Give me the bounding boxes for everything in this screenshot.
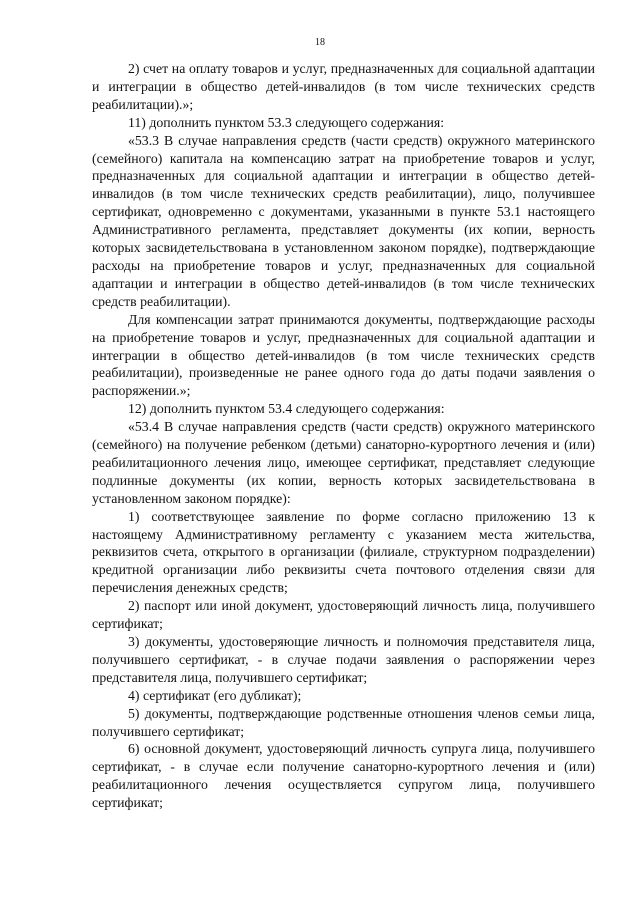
list-item-5-family-relations: 5) документы, подтверждающие родственные отношения членов семьи лица, получившего сертификат; [92, 705, 595, 739]
document-body [92, 60, 595, 812]
list-item-3-representative-documents: 3) документы, удостоверяющие личность и полномочия представителя лица, получившего сертификат, - в случае подачи заявления о распоряжении через представителя лица, получившего сертификат; [92, 634, 595, 685]
paragraph-item-2-invoice: 2) счет на оплату товаров и услуг, предназначенных для социальной адаптации и интеграции в общество детей-инвалидов (в том числе технических средств реабилитации).»; [92, 61, 595, 112]
paragraph-compensation-documents: Для компенсации затрат принимаются документы, подтверждающие расходы на приобретение товаров и услуг, предназначенных для социальной адаптации и интеграции в общество детей-инвалидов (в том числе технических средств реабилитации), произведенные не ранее одного года до даты подачи заявления о распоряжении.»; [92, 311, 595, 399]
list-item-6-spouse-identity: 6) основной документ, удостоверяющий личность супруга лица, получившего сертификат, - в случае если получение санаторно-курортного лечения и (или) реабилитационного лечения осуществляется супругом лица, получившего сертификат; [92, 741, 595, 811]
paragraph-clause-53-3: «53.3 В случае направления средств (части средств) окружного материнского (семейного) капитала на компенсацию затрат на приобретение товаров и услуг, предназначенных для социальной адаптации и интеграции в общество детей-инвалидов (в том числе технических средств реабилитации), лицо, получившее сертификат, одновременно с документами, указанными в пункте 53.1 настоящего Административного регламента, представляет документы (их копии, верность которых засвидетельствована в установленном законом порядке), подтверждающие расходы на приобретение товаров и услуг, предназначенных для социальной адаптации и интеграции в общество детей-инвалидов (в том числе технических средств реабилитации). [92, 132, 595, 309]
paragraph-clause-53-4: «53.4 В случае направления средств (части средств) окружного материнского (семейного) на получение ребенком (детьми) санаторно-курортного лечения и (или) реабилитационного лечения лицо, имеющее сертификат, представляет следующие подлинные документы (их копии, верность которых засвидетельствована в установленном законом порядке): [92, 419, 595, 506]
list-item-4-certificate: 4) сертификат (его дубликат); [128, 687, 302, 703]
list-item-1-application: 1) соответствующее заявление по форме согласно приложению 13 к настоящему Административному регламенту с указанием места жительства, реквизитов счета, открытого в организации (филиале, структурном подразделении) кредитной организации либо реквизиты счета почтового отделения связи для перечисления денежных средств; [92, 508, 595, 596]
page-number: 18 [315, 37, 325, 48]
list-item-2-passport: 2) паспорт или иной документ, удостоверяющий личность лица, получившего сертификат; [92, 598, 595, 632]
paragraph-amendment-12: 12) дополнить пунктом 53.4 следующего содержания: [128, 401, 445, 417]
paragraph-amendment-11: 11) дополнить пунктом 53.3 следующего содержания: [128, 114, 445, 130]
